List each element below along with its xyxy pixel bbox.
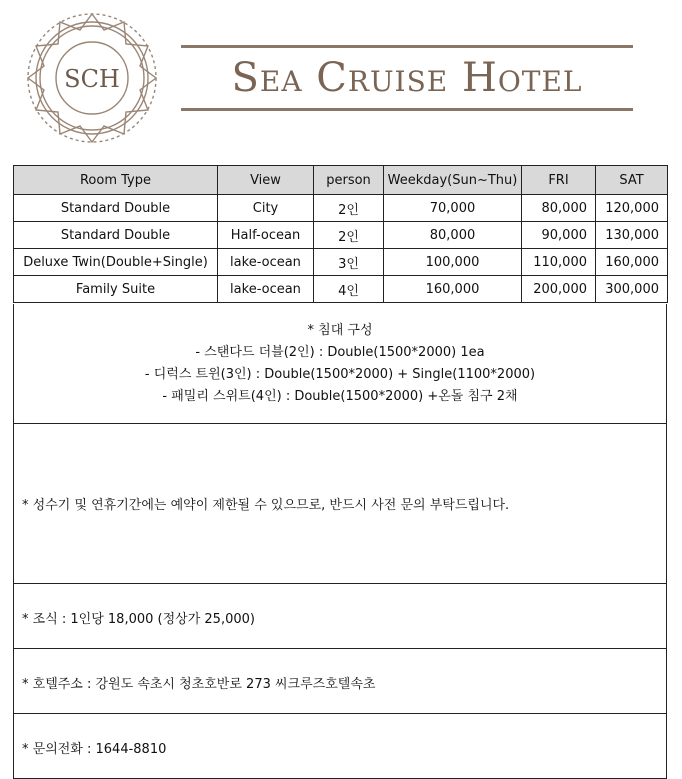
cell-view: Half-ocean	[218, 222, 314, 249]
cell-weekday: 70,000	[384, 195, 522, 222]
reservation-notice: * 성수기 및 연휴기간에는 예약이 제한될 수 있으므로, 반드시 사전 문의 부탁드립니다.	[22, 498, 510, 513]
contact-phone: * 문의전화 : 1644-8810	[22, 742, 167, 757]
cell-fri: 200,000	[522, 276, 596, 303]
cell-room-type: Deluxe Twin(Double+Single)	[14, 249, 218, 276]
column-header-sat: SAT	[596, 166, 668, 195]
hotel-seal-logo	[24, 10, 160, 146]
hotel-address: * 호텔주소 : 강원도 속초시 청초호반로 273 씨크루즈호텔속초	[22, 677, 376, 692]
cell-sat: 120,000	[596, 195, 668, 222]
cell-view: lake-ocean	[218, 276, 314, 303]
column-header-room-type: Room Type	[14, 166, 218, 195]
reservation-notice-box	[13, 424, 667, 584]
bed-config-line: - 디럭스 트윈(3인) : Double(1500*2000) + Single(1100*2000)	[144, 367, 536, 382]
cell-view: City	[218, 195, 314, 222]
cell-room-type: Standard Double	[14, 222, 218, 249]
cell-sat: 130,000	[596, 222, 668, 249]
bed-config-line: - 패밀리 스위트(4인) : Double(1500*2000) +온돌 침구 2채	[162, 389, 518, 404]
cell-fri: 90,000	[522, 222, 596, 249]
cell-weekday: 100,000	[384, 249, 522, 276]
address-info-box	[13, 649, 667, 714]
divider	[181, 108, 633, 111]
bed-configuration-box	[13, 304, 667, 424]
divider	[181, 45, 633, 48]
column-header-weekday: Weekday(Sun~Thu)	[384, 166, 522, 195]
breakfast-info: * 조식 : 1인당 18,000 (정상가 25,000)	[22, 612, 255, 627]
cell-person: 2인	[314, 195, 384, 222]
cell-fri: 80,000	[522, 195, 596, 222]
table-row	[14, 249, 668, 276]
bed-config-title: * 침대 구성	[307, 323, 373, 338]
phone-info-box	[13, 714, 667, 779]
hotel-name-banner	[181, 45, 633, 111]
table-row	[14, 276, 668, 303]
column-header-fri: FRI	[522, 166, 596, 195]
cell-person: 4인	[314, 276, 384, 303]
column-header-view: View	[218, 166, 314, 195]
cell-sat: 300,000	[596, 276, 668, 303]
table-header-row	[14, 166, 668, 195]
cell-weekday: 160,000	[384, 276, 522, 303]
table-row	[14, 195, 668, 222]
cell-room-type: Family Suite	[14, 276, 218, 303]
cell-person: 2인	[314, 222, 384, 249]
cell-room-type: Standard Double	[14, 195, 218, 222]
seal-text: SCH	[64, 65, 120, 93]
column-header-person: person	[314, 166, 384, 195]
room-rate-table	[13, 165, 668, 303]
bed-config-line: - 스탠다드 더블(2인) : Double(1500*2000) 1ea	[195, 345, 485, 360]
cell-fri: 110,000	[522, 249, 596, 276]
cell-person: 3인	[314, 249, 384, 276]
cell-weekday: 80,000	[384, 222, 522, 249]
table-row	[14, 222, 668, 249]
hotel-name: Sea Cruise Hotel	[231, 55, 583, 101]
cell-view: lake-ocean	[218, 249, 314, 276]
cell-sat: 160,000	[596, 249, 668, 276]
breakfast-info-box	[13, 584, 667, 649]
hotel-header	[0, 0, 682, 160]
